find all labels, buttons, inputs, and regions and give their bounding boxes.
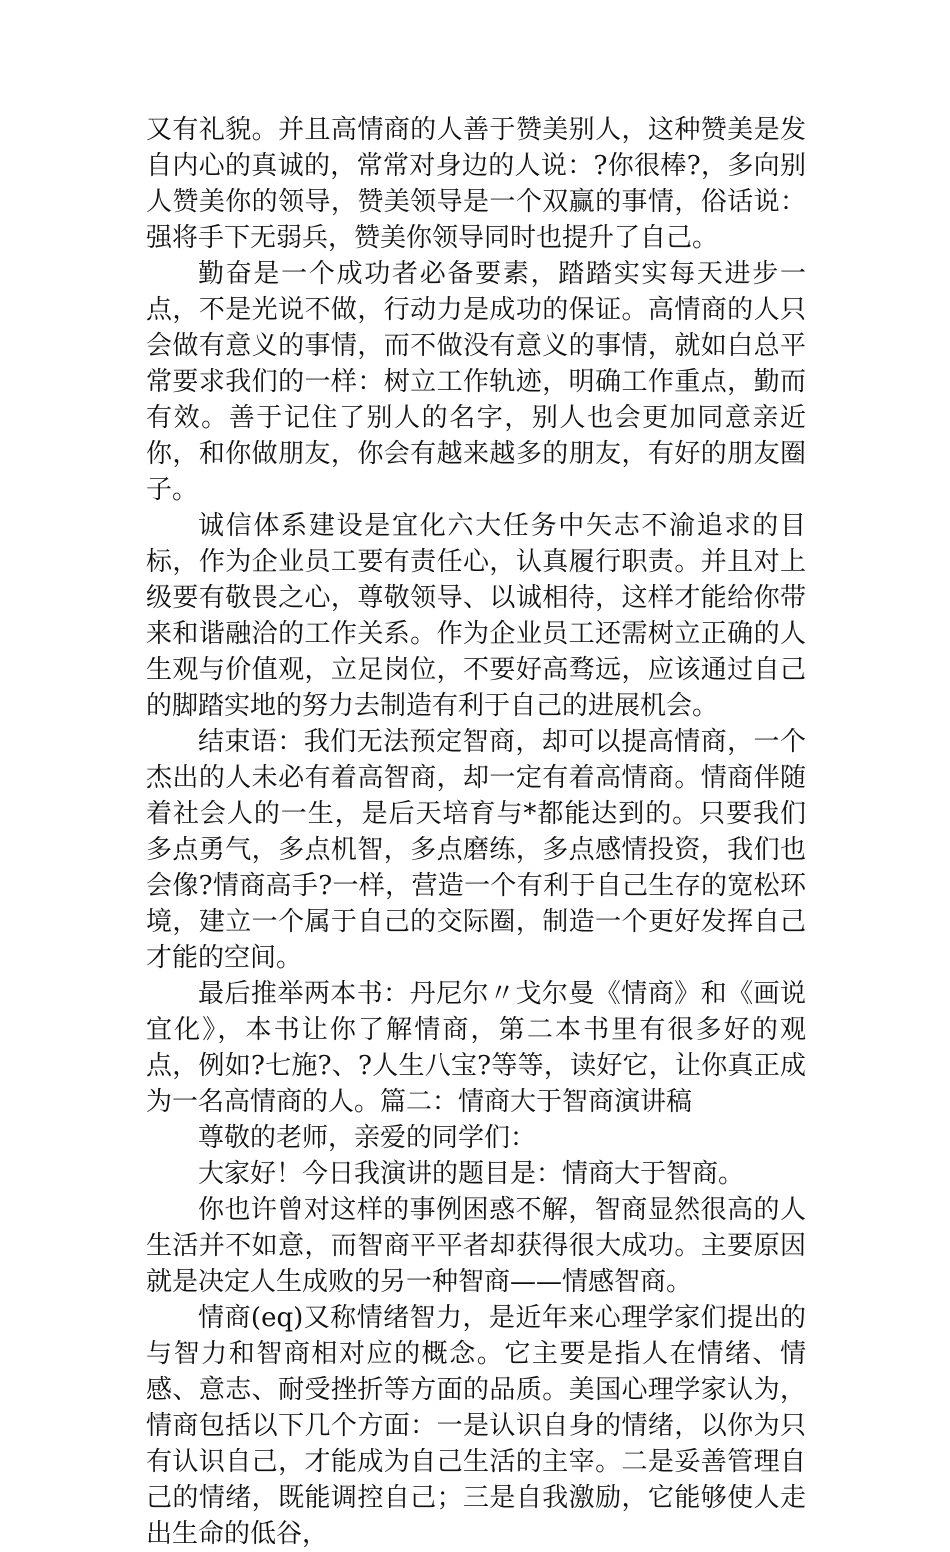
paragraph-9: 情商(eq)又称情绪智力，是近年来心理学家们提出的与智力和智商相对应的概念。它主要是指人在情绪、情感、意志、耐受挫折等方面的品质。美国心理学家认为，情商包括以下几个方面：一是认识自身的情绪，以你为只有认识自己，才能成为自己生活的主宰。二是妥善管理自己的情绪，既能调控自己；三是自我激励，它能够使人走出生命的低谷，	[146, 1303, 806, 1549]
paragraph-5: 最后推举两本书：丹尼尔〃戈尔曼《情商》和《画说宜化》，本书让你了解情商，第二本书里有很多好的观点，例如?七施?、?人生八宝?等等，读好它，让你真正成为一名高情商的人。篇二：情商大于智商演讲稿	[146, 979, 806, 1117]
paragraph-6: 尊敬的老师，亲爱的同学们：	[198, 1123, 537, 1153]
paragraph-7: 大家好！今日我演讲的题目是：情商大于智商。	[198, 1159, 745, 1189]
paragraph-2: 勤奋是一个成功者必备要素，踏踏实实每天进步一点，不是光说不做，行动力是成功的保证。高情商的人只会做有意义的事情，而不做没有意义的事情，就如白总平常要求我们的一样：树立工作轨迹，明确工作重点，勤而有效。善于记住了别人的名字，别人也会更加同意亲近你，和你做朋友，你会有越来越多的朋友，有好的朋友圈子。	[146, 259, 806, 505]
paragraph-1: 又有礼貌。并且高情商的人善于赞美别人，这种赞美是发自内心的真诚的，常常对身边的人说：?你很棒?，多向别人赞美你的领导，赞美领导是一个双赢的事情，俗话说：强将手下无弱兵，赞美你领导同时也提升了自己。	[146, 115, 806, 253]
document-page	[146, 112, 806, 1552]
paragraph-8: 你也许曾对这样的事例困惑不解，智商显然很高的人生活并不如意，而智商平平者却获得很大成功。主要原因就是决定人生成败的另一种智商——情感智商。	[146, 1195, 806, 1297]
paragraph-4: 结束语：我们无法预定智商，却可以提高情商，一个杰出的人未必有着高智商，却一定有着高情商。情商伴随着社会人的一生，是后天培育与*都能达到的。只要我们多点勇气，多点机智，多点磨练，多点感情投资，我们也会像?情商高手?一样，营造一个有利于自己生存的宽松环境，建立一个属于自己的交际圈，制造一个更好发挥自己才能的空间。	[146, 727, 806, 973]
paragraph-3: 诚信体系建设是宜化六大任务中矢志不渝追求的目标，作为企业员工要有责任心，认真履行职责。并且对上级要有敬畏之心，尊敬领导、以诚相待，这样才能给你带来和谐融洽的工作关系。作为企业员工还需树立正确的人生观与价值观，立足岗位，不要好高骛远，应该通过自己的脚踏实地的努力去制造有利于自己的进展机会。	[146, 511, 806, 721]
